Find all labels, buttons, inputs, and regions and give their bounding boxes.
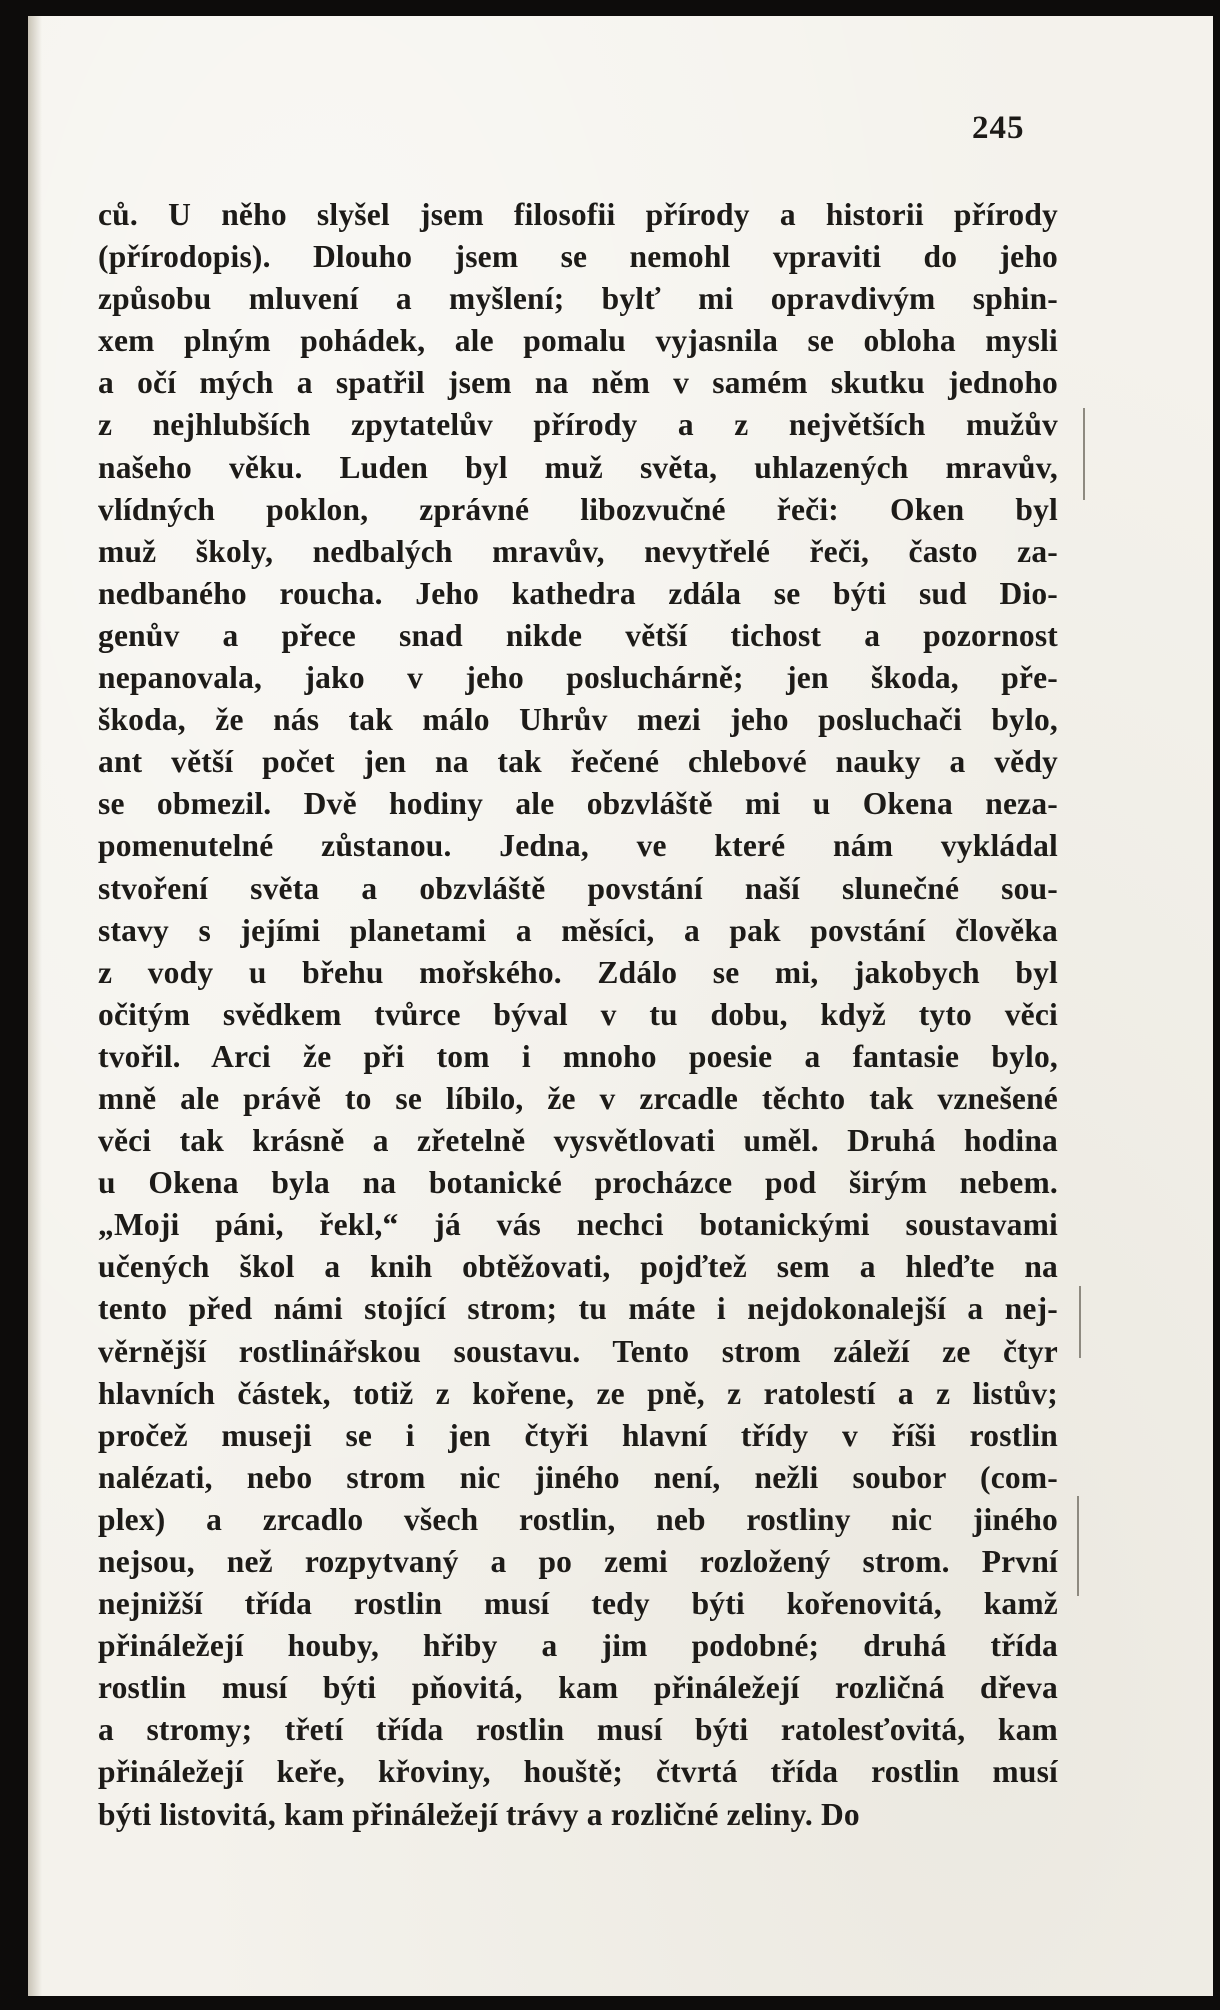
text-line: mně ale právě to se líbilo, že v zrcadle těchto tak vznešené [98,1080,1058,1116]
text-line: nalézati, nebo strom nic jiného není, nežli soubor (com- [98,1459,1058,1495]
book-page [28,16,1213,1996]
margin-mark [1079,1286,1081,1358]
text-line: pomenutelné zůstanou. Jedna, ve které nám vykládal [98,828,1058,864]
text-line: tvořil. Arci že při tom i mnoho poesie a fantasie bylo, [98,1038,1058,1074]
text-line: se obmezil. Dvě hodiny ale obzvláště mi u Okena neza- [98,786,1058,822]
text-line: tento před námi stojící strom; tu máte i nejdokonalejší a nej- [98,1291,1058,1327]
margin-mark [1077,1496,1079,1596]
text-line: očitým svědkem tvůrce býval v tu dobu, když tyto věci [98,996,1058,1032]
text-line: u Okena byla na botanické procházce pod širým nebem. [98,1165,1058,1201]
text-line: býti listovitá, kam přináležejí trávy a rozličné zeliny. Do [98,1796,860,1832]
text-line: ant větší počet jen na tak řečené chlebové nauky a vědy [98,744,1058,780]
text-line: učených škol a knih obtěžovati, pojďtež sem a hleďte na [98,1249,1058,1285]
text-line: rostlin musí býti pňovitá, kam přináležejí rozličná dřeva [98,1670,1058,1706]
text-line: nejnižší třída rostlin musí tedy býti kořenovitá, kamž [98,1586,1058,1622]
text-line: ců. U něho slyšel jsem filosofii přírody a historii přírody [98,197,1058,232]
text-line: plex) a zrcadlo všech rostlin, neb rostliny nic jiného [98,1501,1058,1537]
text-line: nejsou, než rozpytvaný a po zemi rozložený strom. První [98,1544,1058,1579]
text-line: vlídných poklon, zprávné libozvučné řeči: Oken byl [98,491,1058,527]
text-line: škoda, že nás tak málo Uhrův mezi jeho posluchači bylo, [98,702,1058,738]
text-line: xem plným pohádek, ale pomalu vyjasnila se obloha mysli [98,323,1058,359]
text-line: (přírodopis). Dlouho jsem se nemohl vpraviti do jeho [98,239,1058,275]
text-line: věci tak krásně a zřetelně vysvětlovati uměl. Druhá hodina [98,1123,1058,1159]
margin-mark [1083,408,1085,500]
text-line: muž školy, nedbalých mravův, nevytřelé řeči, často za- [98,533,1058,569]
text-line: genův a přece snad nikde větší tichost a pozornost [98,617,1058,653]
text-line: přináležejí houby, hřiby a jim podobné; druhá třída [98,1628,1058,1664]
text-line: a stromy; třetí třída rostlin musí býti ratolesťovitá, kam [98,1712,1058,1748]
text-line: přináležejí keře, křoviny, houště; čtvrtá třída rostlin musí [98,1754,1058,1790]
text-line: hlavních částek, totiž z kořene, ze pně, z ratolestí a z listův; [98,1375,1058,1411]
text-line: způsobu mluvení a myšlení; bylť mi opravdivým sphin- [98,281,1058,317]
page-number: 245 [972,110,1025,146]
text-line: a očí mých a spatřil jsem na něm v samém skutku jednoho [98,365,1058,401]
spine-shadow [28,16,42,1996]
text-line: pročež museji se i jen čtyři hlavní třídy v říši rostlin [98,1417,1058,1453]
text-line: z nejhlubších zpytatelův přírody a z největších mužův [98,407,1058,443]
text-line: stavy s jejími planetami a měsíci, a pak povstání člověka [98,912,1058,948]
text-line: stvoření světa a obzvláště povstání naší slunečné sou- [98,870,1058,906]
text-line: věrnější rostlinářskou soustavu. Tento strom záleží ze čtyr [98,1333,1058,1369]
text-line: nepanovala, jako v jeho posluchárně; jen škoda, pře- [98,660,1058,696]
body-text [98,194,1058,1836]
text-line: „Moji páni, řekl,“ já vás nechci botanickými soustavami [98,1207,1058,1243]
text-line: z vody u břehu mořského. Zdálo se mi, jakobych byl [98,954,1058,990]
text-line: nedbaného roucha. Jeho kathedra zdála se býti sud Dio- [98,575,1058,611]
text-line: našeho věku. Luden byl muž světa, uhlazených mravův, [98,449,1058,485]
